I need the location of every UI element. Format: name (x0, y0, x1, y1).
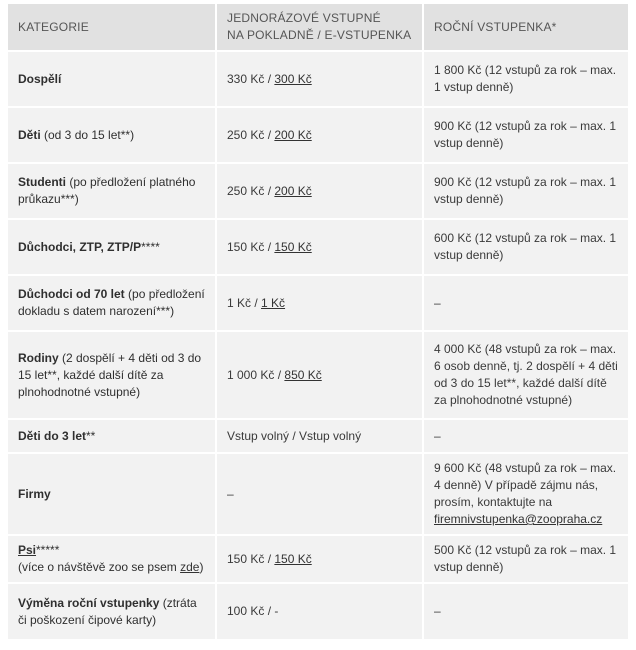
annual-price-cell (423, 107, 628, 163)
category-cell (8, 275, 216, 331)
single-price-cell (216, 453, 423, 535)
table-row (8, 331, 628, 419)
header-annual-ticket (423, 4, 628, 51)
price-cashdesk: 330 Kč (227, 71, 265, 86)
price-eticket-link[interactable]: 150 Kč (274, 239, 312, 254)
price-table-container (8, 4, 628, 639)
dogs-info-suffix: ) (199, 560, 204, 574)
header-single-line2: NA POKLADNĚ / E-VSTUPENKA (227, 28, 412, 42)
category-name: Děti do 3 let (18, 428, 87, 443)
category-cell (8, 419, 216, 453)
price-separator: / (274, 367, 285, 382)
table-row (8, 583, 628, 639)
annual-price-cell (423, 535, 628, 583)
single-price-cell (216, 51, 423, 107)
table-row (8, 107, 628, 163)
annual-price: 600 Kč (12 vstupů za rok – max. 1 vstup denně) (434, 231, 617, 262)
admission-price-table (8, 4, 628, 639)
price-eticket-link[interactable]: 150 Kč (274, 551, 312, 566)
table-row (8, 275, 628, 331)
category-cell (8, 331, 216, 419)
price-separator: / (264, 551, 275, 566)
annual-price-cell (423, 453, 628, 535)
category-name: Důchodci od 70 let (18, 287, 125, 301)
annual-price: 1 800 Kč (12 vstupů za rok – max. 1 vstup denně) (434, 63, 617, 94)
category-note: (od 3 do 15 let**) (40, 127, 135, 142)
category-name: Děti (18, 127, 41, 142)
table-row (8, 51, 628, 107)
header-annual-label: ROČNÍ VSTUPENKA* (434, 19, 557, 34)
category-name: Důchodci, ZTP, ZTP/P (18, 239, 142, 254)
dogs-info-prefix: (více o návštěvě zoo se psem (18, 560, 181, 574)
category-name: Výměna roční vstupenky (18, 595, 160, 610)
category-note: **** (141, 239, 160, 254)
price-cashdesk: 150 Kč (227, 239, 265, 254)
category-note: ***** (36, 543, 60, 557)
single-price-cell (216, 275, 423, 331)
category-cell (8, 535, 216, 583)
table-row (8, 163, 628, 219)
category-cell (8, 453, 216, 535)
price-text: 100 Kč / - (227, 604, 279, 618)
single-price-cell (216, 535, 423, 583)
annual-price-cell (423, 331, 628, 419)
price-eticket-link[interactable]: 1 Kč (261, 295, 286, 310)
annual-price: 900 Kč (12 vstupů za rok – max. 1 vstup denně) (434, 119, 617, 150)
price-text: Vstup volný / Vstup volný (227, 428, 362, 443)
category-note: ** (86, 428, 96, 443)
annual-price: – (434, 604, 441, 618)
price-separator: / (264, 239, 275, 254)
price-cashdesk: 250 Kč (227, 183, 265, 198)
category-name: Studenti (18, 175, 66, 189)
price-cashdesk: 1 000 Kč (227, 367, 275, 382)
price-separator: / (264, 71, 275, 86)
dogs-link[interactable]: Psi (18, 543, 37, 557)
category-note: (2 dospělí + 4 děti od 3 do 15 let**, každé další dítě za plnohodnotné vstupné) (18, 350, 202, 399)
category-note: (po předložení platného průkazu***) (18, 175, 196, 206)
category-name: Firmy (18, 486, 51, 501)
annual-price: 4 000 Kč (48 vstupů za rok – max. 6 osob denně, tj. 2 dospělí + 4 děti od 3 do 15 let**, každé další dítě za plnohodnotné vstupné) (434, 342, 618, 407)
single-price-cell (216, 219, 423, 275)
annual-price: 9 600 Kč (48 vstupů za rok – max. 4 denně) V případě zájmu nás, prosím, kontaktujte na (434, 461, 617, 509)
price-eticket-link[interactable]: 300 Kč (274, 71, 312, 86)
category-cell (8, 163, 216, 219)
category-name: Rodiny (18, 350, 59, 365)
table-row (8, 453, 628, 535)
category-note: (po předložení dokladu s datem narození***) (18, 287, 205, 318)
single-price-cell (216, 419, 423, 453)
annual-price-cell (423, 51, 628, 107)
price-eticket-link[interactable]: 200 Kč (274, 127, 312, 142)
annual-price-cell (423, 419, 628, 453)
price-separator: / (264, 127, 275, 142)
annual-price-cell (423, 275, 628, 331)
single-price-cell (216, 163, 423, 219)
single-price-cell (216, 583, 423, 639)
annual-price-cell (423, 219, 628, 275)
price-cashdesk: 250 Kč (227, 127, 265, 142)
price-cashdesk: 150 Kč (227, 551, 265, 566)
category-cell (8, 219, 216, 275)
annual-price: 900 Kč (12 vstupů za rok – max. 1 vstup denně) (434, 175, 617, 206)
price-separator: / (251, 295, 262, 310)
category-name: Dospělí (18, 71, 62, 86)
annual-price-cell (423, 163, 628, 219)
category-cell (8, 107, 216, 163)
category-cell (8, 583, 216, 639)
table-row (8, 219, 628, 275)
category-note: (ztráta či poškození čipové karty) (18, 595, 197, 627)
table-row (8, 419, 628, 453)
table-header-row (8, 4, 628, 51)
header-category (8, 4, 216, 51)
dogs-info-link[interactable]: zde (180, 560, 200, 574)
single-price-cell (216, 107, 423, 163)
header-category-label: KATEGORIE (18, 19, 89, 34)
header-single-entry (216, 4, 423, 51)
price-eticket-link[interactable]: 200 Kč (274, 183, 312, 198)
annual-price: 500 Kč (12 vstupů za rok – max. 1 vstup denně) (434, 543, 617, 574)
price-eticket-link[interactable]: 850 Kč (284, 367, 322, 382)
annual-price-cell (423, 583, 628, 639)
price-text: – (227, 486, 234, 501)
header-single-line1: JEDNORÁZOVÉ VSTUPNÉ (227, 11, 381, 25)
annual-price: – (434, 428, 441, 443)
company-email-link[interactable]: firemnivstupenka@zoopraha.cz (434, 512, 603, 526)
price-cashdesk: 1 Kč (227, 295, 252, 310)
single-price-cell (216, 331, 423, 419)
annual-price: – (434, 295, 441, 310)
table-row (8, 535, 628, 583)
price-separator: / (264, 183, 275, 198)
category-cell (8, 51, 216, 107)
